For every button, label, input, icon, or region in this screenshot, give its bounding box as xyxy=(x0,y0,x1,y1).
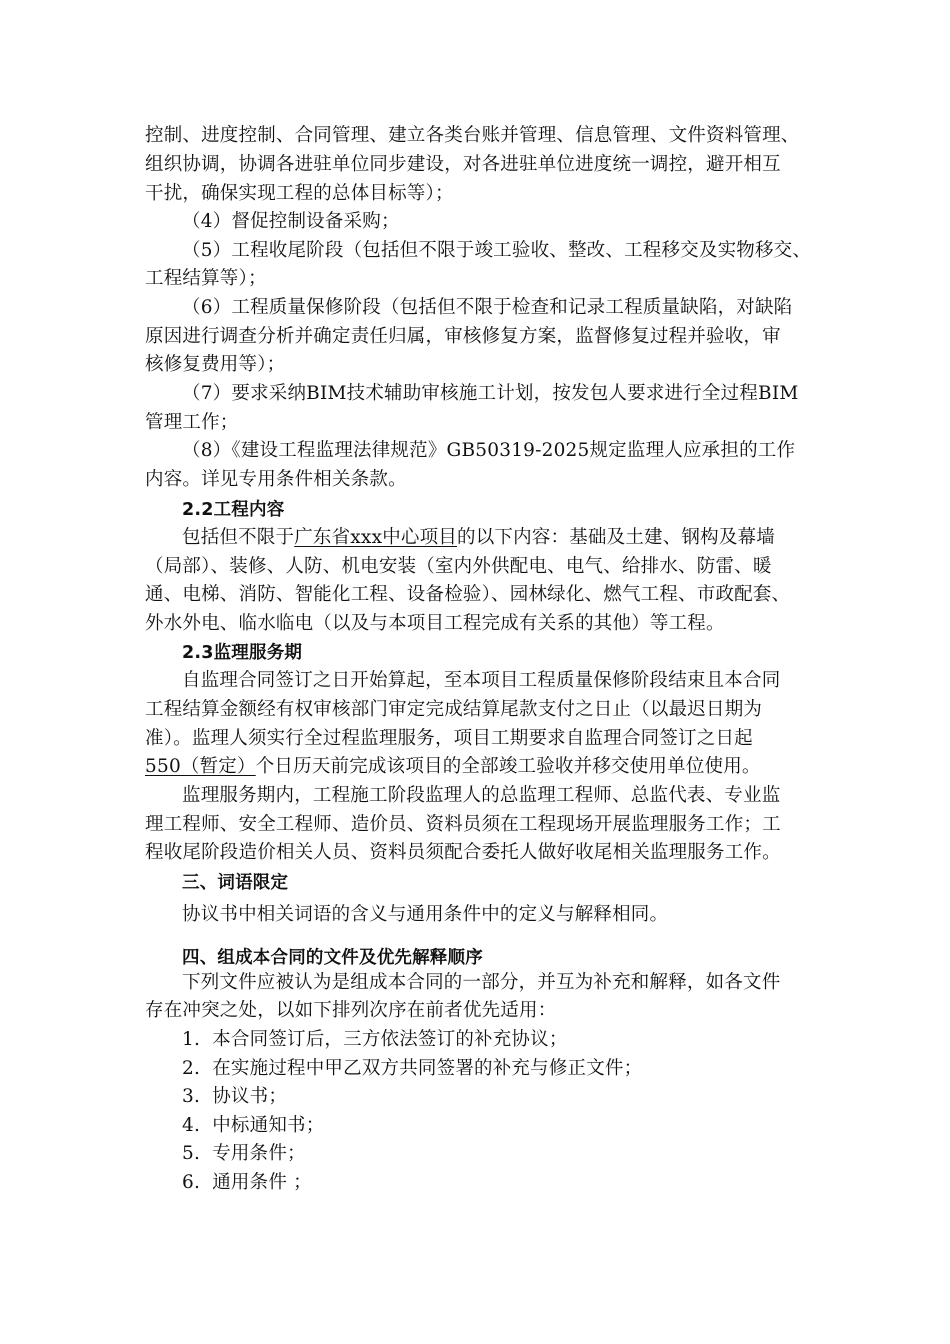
paragraph-line: 工程结算金额经有权审核部门审定完成结算尾款支付之日止（以最迟日期为 xyxy=(145,699,763,720)
list-item-4: （4）督促控制设备采购； xyxy=(182,211,400,232)
list-item-5: （5）工程收尾阶段（包括但不限于竣工验收、整改、工程移交及实物移交、 xyxy=(182,240,812,261)
paragraph-line: （局部）、装修、人防、机电安装（室内外供配电、电气、给排水、防雷、暖 xyxy=(145,556,772,577)
paragraph-line xyxy=(182,525,775,551)
paragraph-line: 协议书中相关词语的含义与通用条件中的定义与解释相同。 xyxy=(182,904,669,925)
text-span: 包括但不限于 xyxy=(182,527,295,548)
paragraph-line: 存在冲突之处，以如下排列次序在前者优先适用： xyxy=(145,1000,557,1021)
duration-days: 550（暂定） xyxy=(145,756,256,777)
item-number: 5. xyxy=(182,1143,201,1164)
body-line: 内容。详见专用条件相关条款。 xyxy=(145,469,407,490)
body-line: 工程结算等）； xyxy=(145,268,267,289)
ordered-item xyxy=(182,1084,287,1110)
paragraph-line: 自监理合同签订之日开始算起，至本项目工程质量保修阶段结束且本合同 xyxy=(182,670,781,691)
body-line: 干扰，确保实现工程的总体目标等）； xyxy=(145,183,454,204)
project-name: 广东省xxx中心项目 xyxy=(294,527,458,548)
item-number: 3. xyxy=(182,1086,201,1107)
body-line: 核修复费用等）； xyxy=(145,354,286,375)
list-item-6: （6）工程质量保修阶段（包括但不限于检查和记录工程质量缺陷，对缺陷 xyxy=(182,297,793,318)
item-text: 通用条件 ； xyxy=(212,1172,312,1193)
item-text: 专用条件； xyxy=(212,1143,306,1164)
section-heading-2-3: 2.3监理服务期 xyxy=(182,643,303,663)
item-text: 中标通知书； xyxy=(212,1115,325,1136)
section-heading-3: 三、词语限定 xyxy=(182,873,289,893)
paragraph-line xyxy=(145,754,761,780)
paragraph-line: 程收尾阶段造价相关人员、资料员须配合委托人做好收尾相关监理服务工作。 xyxy=(145,842,781,863)
item-number: 6. xyxy=(182,1172,201,1193)
item-number: 4. xyxy=(182,1115,201,1136)
item-number: 1. xyxy=(182,1029,201,1050)
item-text: 协议书； xyxy=(212,1086,288,1107)
ordered-item xyxy=(182,1027,568,1053)
text-span: 的以下内容：基础及土建、钢构及幕墙 xyxy=(457,527,775,548)
paragraph-line: 理工程师、安全工程师、造价员、资料员须在工程现场开展监理服务工作；工 xyxy=(145,814,781,835)
section-heading-4: 四、组成本合同的文件及优先解释顺序 xyxy=(182,948,483,968)
list-item-7: （7）要求采纳BIM技术辅助审核施工计划，按发包人要求进行全过程BIM xyxy=(182,383,799,404)
paragraph-line: 监理服务期内，工程施工阶段监理人的总监理工程师、总监代表、专业监 xyxy=(182,785,781,806)
list-item-8: （8）《建设工程监理法律规范》GB50319-2025规定监理人应承担的工作 xyxy=(182,440,796,461)
paragraph-line: 通、电梯、消防、智能化工程、设备检验）、园林绿化、燃气工程、市政配套、 xyxy=(145,584,791,605)
body-line: 原因进行调查分析并确定责任归属，审核修复方案，监督修复过程并验收，审 xyxy=(145,326,781,347)
text-span: 个日历天前完成该项目的全部竣工验收并移交使用单位使用。 xyxy=(255,756,761,777)
body-line: 控制、进度控制、合同管理、建立各类台账并管理、信息管理、文件资料管理、 xyxy=(145,125,800,146)
ordered-item xyxy=(182,1170,312,1196)
paragraph-line: 下列文件应被认为是组成本合同的一部分，并互为补充和解释，如各文件 xyxy=(182,972,781,993)
ordered-item xyxy=(182,1056,642,1082)
item-text: 本合同签订后，三方依法签订的补充协议； xyxy=(212,1029,568,1050)
item-text: 在实施过程中甲乙双方共同签署的补充与修正文件； xyxy=(212,1058,643,1079)
item-number: 2. xyxy=(182,1058,201,1079)
ordered-item xyxy=(182,1113,324,1139)
paragraph-line: 准）。监理人须实行全过程监理服务，项目工期要求自监理合同签订之日起 xyxy=(145,728,753,749)
paragraph-line: 外水外电、临水临电（以及与本项目工程完成有关系的其他）等工程。 xyxy=(145,613,725,634)
body-line: 组织协调，协调各进驻单位同步建设，对各进驻单位进度统一调控，避开相互 xyxy=(145,154,781,175)
body-line: 管理工作； xyxy=(145,412,239,433)
section-heading-2-2: 2.2工程内容 xyxy=(182,500,285,520)
ordered-item xyxy=(182,1141,306,1167)
